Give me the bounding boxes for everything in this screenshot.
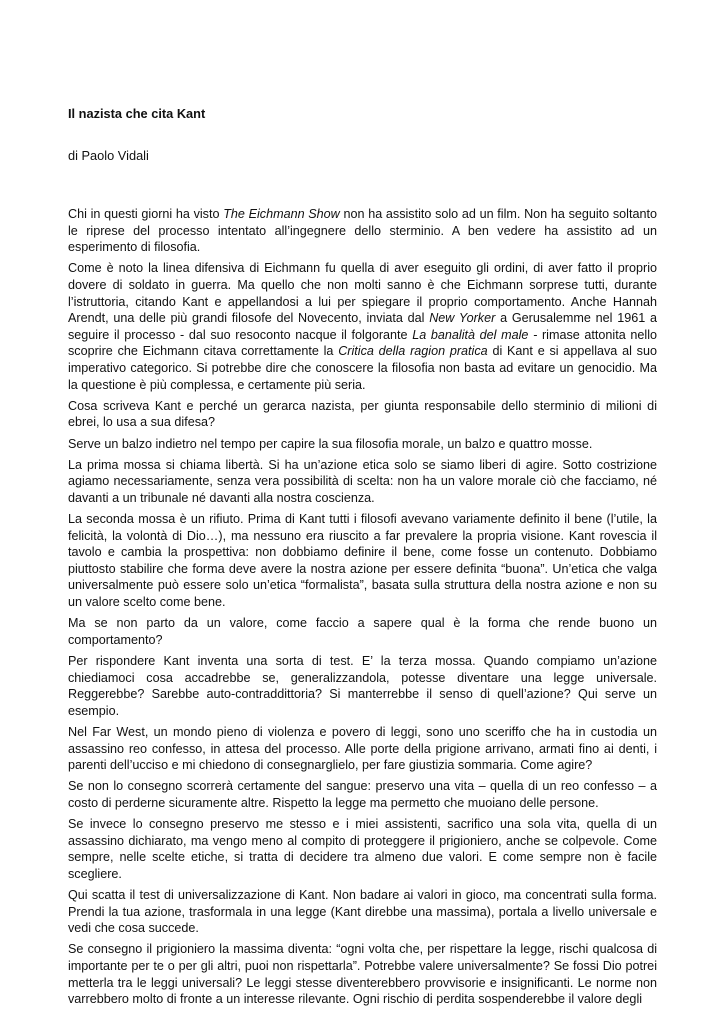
paragraph-13: Se consegno il prigioniero la massima diventa: “ogni volta che, per rispettare la legge, rischi qualcosa di importante per te o per gli altri, puoi non rispettarla”. Potrebbe valere universalmente? Se fossi Dio potrei metterla tra le leggi universali? Le leggi stesse diventerebbero provvisorie e insignificanti. Le norme non varrebbero molto di fronte a un interesse rilevante. Ogni rischio di perdita sospenderebbe il valore degli [68,942,657,1007]
paragraph-5: La prima mossa si chiama libertà. Si ha un’azione etica solo se siamo liberi di agire. Sotto costrizione agiamo necessariamente, senza vera possibilità di scelta: non ha un valore morale ciò che facciamo, né davanti a un tribunale né davanti alla nostra coscienza. [68,457,657,505]
paragraph-10: Se non lo consegno scorrerà certamente del sangue: preservo una vita – quella di un reo confesso – a costo di perderne sicuramente altre. Rispetto la legge ma permetto che muoiano delle persone. [68,779,657,810]
paragraph-3: Cosa scriveva Kant e perché un gerarca nazista, per giunta responsabile dello sterminio di milioni di ebrei, lo usa a sua difesa? [68,398,657,430]
document-body [68,206,657,1012]
document-author: di Paolo Vidali [68,148,149,163]
paragraph-7: Ma se non parto da un valore, come faccio a sapere qual è la forma che rende buono un comportamento? [68,616,657,647]
paragraph-4: Serve un balzo indietro nel tempo per capire la sua filosofia morale, un balzo e quattro mosse. [68,436,593,451]
paragraph-1: Chi in questi giorni ha visto The Eichmann Show non ha assistito solo ad un film. Non ha seguito soltanto le riprese del processo intentato all’ingegnere dello sterminio. A ben vedere ha assistito ad un esperimento di filosofia. [68,207,657,255]
paragraph-6: La seconda mossa è un rifiuto. Prima di Kant tutti i filosofi avevano variamente definito il bene (l’utile, la felicità, la volontà di Dio…), ma nessuno era riuscito a far prevalere la propria visione. Kant rovescia il tavolo e cambia la prospettiva: non dobbiamo definire il bene, come fosse un contenuto. Dobbiamo piuttosto stabilire che forma deve avere la nostra azione per essere definita “buona”. Un’etica che valga universalmente può essere solo un’etica “formalista”, basata sulla struttura della nostra azione e non su un valore scelto come bene. [68,512,657,610]
document-title: Il nazista che cita Kant [68,106,206,121]
paragraph-12: Qui scatta il test di universalizzazione di Kant. Non badare ai valori in gioco, ma concentrati sulla forma. Prendi la tua azione, trasformala in una legge (Kant direbbe una massima), portala a livello universale e vedi che cosa succede. [68,888,657,936]
paragraph-9: Nel Far West, un mondo pieno di violenza e povero di leggi, sono uno sceriffo che ha in custodia un assassino reo confesso, in attesa del processo. Alle porte della prigione arrivano, armati fino ai denti, i parenti dell’ucciso e mi chiedono di consegnarglielo, per fare giustizia sommaria. Come agire? [68,724,657,773]
paragraph-2: Come è noto la linea difensiva di Eichmann fu quella di aver eseguito gli ordini, di aver fatto il proprio dovere di soldato in guerra. Ma quello che non molti sanno è che Eichmann sorprese tutti, durante l’istruttoria, citando Kant e appellandosi a lui per spiegare il proprio comportamento. Anche Hannah Arendt, una delle più grandi filosofe del Novecento, inviata dal New Yorker a Gerusalemme nel 1961 a seguire il processo - dal suo resoconto nacque il folgorante La banalità del male - rimase attonita nello scoprire che Eichmann citava correttamente la Critica della ragion pratica di Kant e si appellava al suo imperativo categorico. Si potrebbe dire che conoscere la filosofia non basta ad evitare un genocidio. Ma la questione è più complessa, e certamente più seria. [68,261,657,392]
paragraph-8: Per rispondere Kant inventa una sorta di test. E’ la terza mossa. Quando compiamo un’azione chiediamoci cosa accadrebbe se, generalizzandola, potesse diventare una legge universale. Reggerebbe? Sarebbe auto-contraddittoria? Si manterrebbe il senso di quell’azione? Qui serve un esempio. [68,654,657,718]
paragraph-11: Se invece lo consegno preservo me stesso e i miei assistenti, sacrifico una sola vita, quella di un assassino dichiarato, ma vengo meno al compito di proteggere il prigioniero, anche se colpevole. Come sempre, nelle scelte etiche, si tratta di decidere tra almeno due valori. E come sempre non è facile scegliere. [68,817,657,881]
